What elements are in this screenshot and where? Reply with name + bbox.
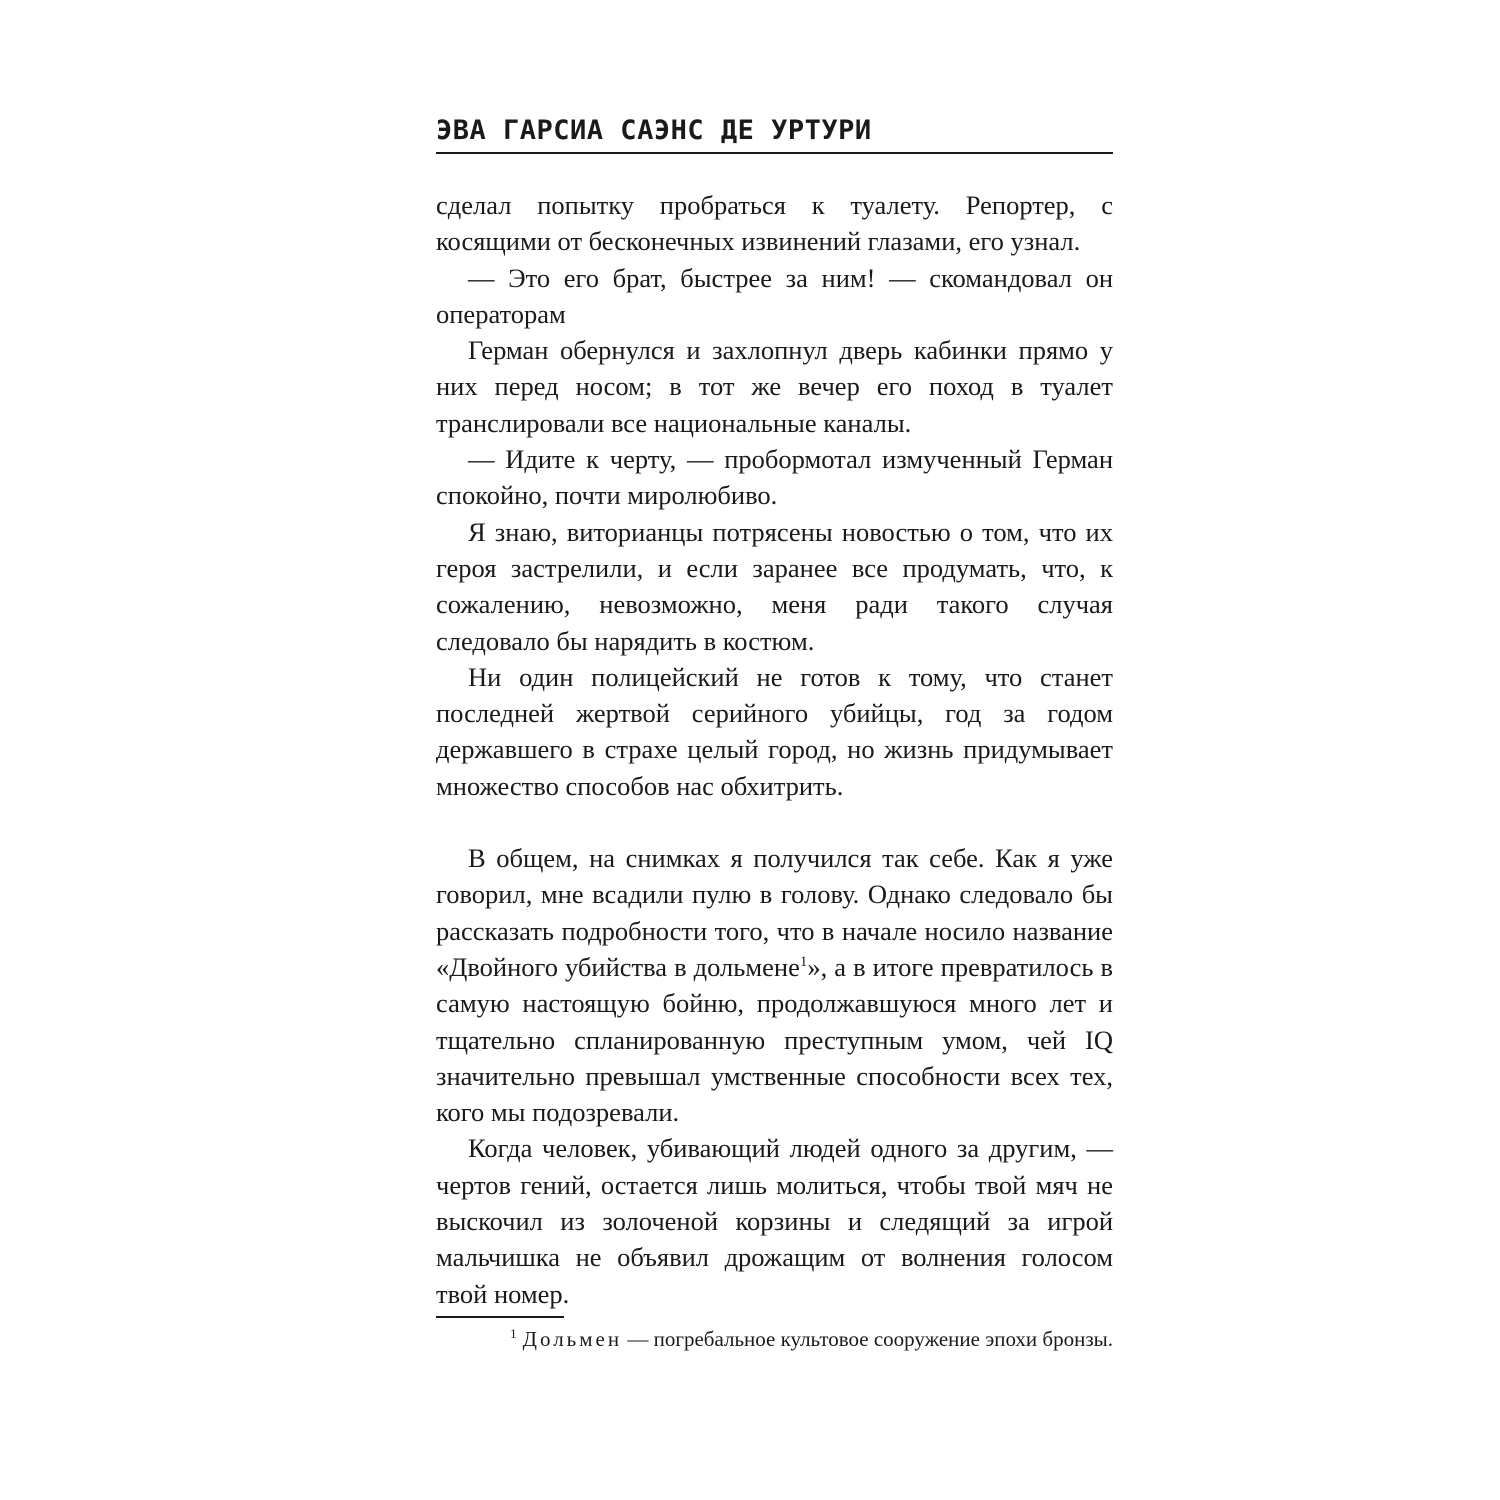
section-break xyxy=(436,804,1113,840)
footnote xyxy=(436,1324,1113,1354)
paragraph: — Это его брат, быстрее за ним! — скомандовал он операторам xyxy=(436,262,1113,329)
paragraph: Герман обернулся и захлопнул дверь кабинки прямо у них перед носом; в тот же вечер его поход в туалет транслировали все национальные каналы. xyxy=(436,335,1113,438)
running-head: ЭВА ГАРСИА САЭНС ДЕ УРТУРИ xyxy=(436,112,1113,154)
footnote-reference[interactable]: 1 xyxy=(799,953,808,970)
paragraph: — Идите к черту, — пробормотал измученный Герман спокойно, почти миролюбиво. xyxy=(436,444,1113,511)
paragraph: Ни один полицейский не готов к тому, что станет последней жертвой серийного убийцы, год за годом державшего в страхе целый город, но жизнь придумывает множество способов нас обхитрить. xyxy=(436,661,1113,801)
paragraph-text: », а в итоге превратилось в самую настоящую бойню, продолжавшуюся много лет и тщательно спланированную преступным умом, чей IQ значительно превышал умственные способности всех тех, кого мы подозревали. xyxy=(436,951,1113,1128)
footnote-divider xyxy=(436,1316,564,1318)
paragraph: сделал попытку пробраться к туалету. Репортер, с косящими от бесконечных извинений глазами, его узнал. xyxy=(436,190,1113,257)
paragraph-text: В общем, на снимках я получился так себе. Как я уже говорил, мне всадили пулю в голову. Однако следовало бы рассказать подробности того, что в начале носило название «Двойного убийства в дольмене xyxy=(436,843,1113,982)
body-text xyxy=(436,187,1113,1312)
footnote-term: Дольмен xyxy=(522,1327,623,1351)
book-page xyxy=(436,112,1113,1312)
footnote-text: — погребальное культовое сооружение эпохи бронзы. xyxy=(622,1327,1113,1351)
paragraph: Я знаю, виторианцы потрясены новостью о том, что их героя застрелили, и если заранее все продумать, что, к сожалению, невозможно, меня ради такого случая следовало бы нарядить в костюм. xyxy=(436,516,1113,656)
paragraph-with-footnote xyxy=(436,840,1113,1130)
footnote-number: 1 xyxy=(510,1326,517,1341)
paragraph: Когда человек, убивающий людей одного за другим, — чертов гений, остается лишь молиться, чтобы твой мяч не выскочил из золоченой корзины и следящий за игрой мальчишка не объявил дрожащим от волнения голосом твой номер. xyxy=(436,1133,1113,1309)
